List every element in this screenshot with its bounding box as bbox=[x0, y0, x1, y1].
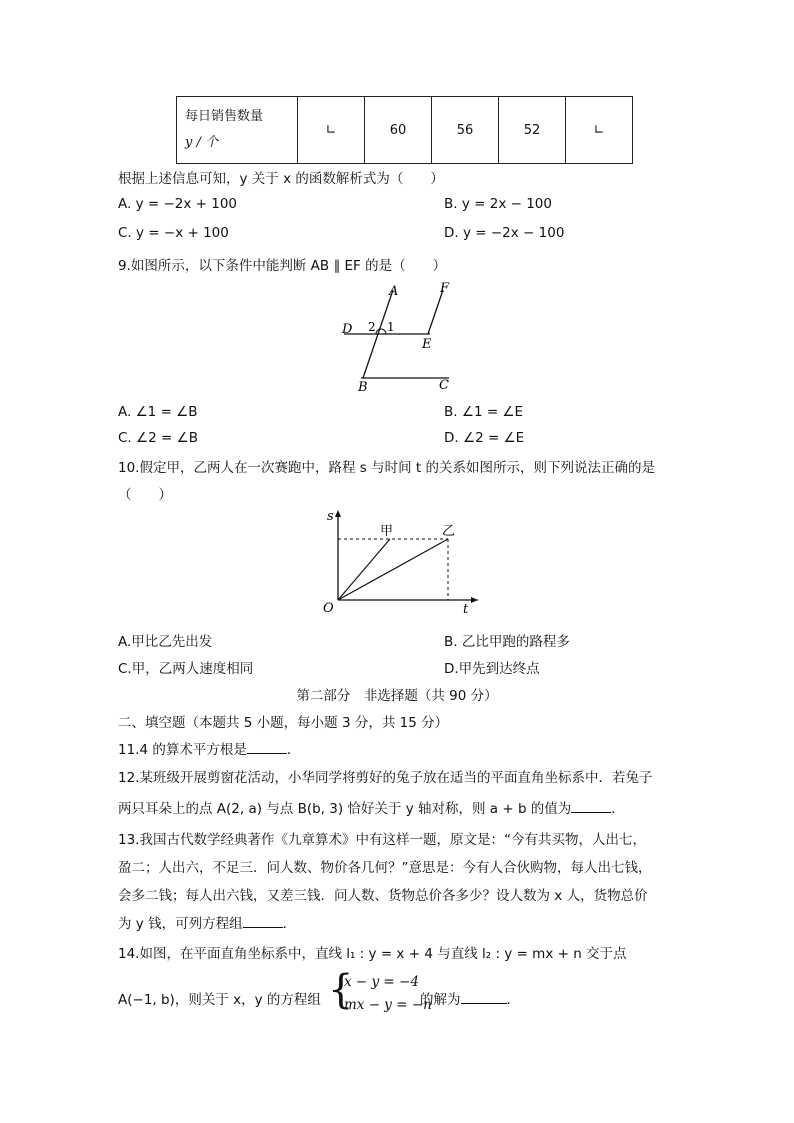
q13-line3: 会多二钱；每人出六钱，又差三钱．问人数、货物总价各多少？设人数为 x 人，货物总价 bbox=[118, 888, 648, 904]
q14-eq1: x − y = −4 bbox=[344, 974, 419, 990]
q8-option-b: B. y = 2x − 100 bbox=[444, 196, 552, 212]
part2-title: 第二部分 非选择题（共 90 分） bbox=[296, 688, 498, 704]
q8-option-d: D. y = −2x − 100 bbox=[444, 225, 565, 241]
table-cell: 56 bbox=[432, 97, 499, 164]
q9-option-d: D. ∠2 = ∠E bbox=[444, 430, 525, 446]
q10-option-b: B. 乙比甲跑的路程多 bbox=[444, 634, 570, 650]
q13-line4: 为 y 钱，可列方程组 ． bbox=[118, 912, 296, 932]
q8-option-c: C. y = −x + 100 bbox=[118, 225, 229, 241]
q9-option-c: C. ∠2 = ∠B bbox=[118, 430, 198, 446]
q9-parallel-lines-figure bbox=[336, 278, 466, 398]
q12-line1: 12.某班级开展剪窗花活动，小华同学将剪好的兔子放在适当的平面直角坐标系中．若兔子 bbox=[118, 770, 653, 786]
q14-eq2: mx − y = −n bbox=[344, 997, 432, 1013]
label-f: F bbox=[440, 281, 450, 296]
q12-line2: 两只耳朵上的点 A(2, a) 与点 B(b, 3) 恰好关于 y 轴对称，则 a + b 的值为 ． bbox=[118, 797, 625, 817]
label-a: A bbox=[389, 284, 399, 299]
label-o: O bbox=[323, 601, 334, 616]
q14-line2-post-text: 的解为 bbox=[420, 992, 461, 1008]
table-cell: 52 bbox=[499, 97, 566, 164]
t-axis-arrow bbox=[471, 597, 478, 603]
table-cell: ∟ bbox=[566, 97, 633, 164]
q8-option-a: A. y = −2x + 100 bbox=[118, 196, 238, 212]
label-t: t bbox=[463, 602, 469, 617]
q8-stem: 根据上述信息可知，y 关于 x 的函数解析式为（ ） bbox=[118, 171, 444, 187]
s-axis-arrow bbox=[335, 510, 341, 517]
label-c: C bbox=[439, 378, 449, 393]
row-label-line2: y / 个 bbox=[185, 135, 218, 150]
q10-option-d: D.甲先到达终点 bbox=[444, 661, 540, 677]
q9-option-b: B. ∠1 = ∠E bbox=[444, 404, 524, 420]
answer-blank bbox=[461, 989, 507, 1004]
row-label-line1: 每日销售数量 bbox=[185, 109, 264, 124]
label-s: s bbox=[327, 509, 334, 524]
q14-line2-pre: A(−1, b)，则关于 x，y 的方程组 bbox=[118, 992, 321, 1008]
yi-line bbox=[338, 539, 448, 600]
q11-text: 11.4 的算术平方根是 bbox=[118, 742, 247, 758]
q10-option-c: C.甲，乙两人速度相同 bbox=[118, 661, 254, 677]
label-d: D bbox=[342, 322, 353, 337]
table-cell: ∟ bbox=[298, 97, 365, 164]
label-b: B bbox=[358, 380, 368, 395]
q14-line2-post: 的解为 ． bbox=[420, 988, 520, 1008]
q11: 11.4 的算术平方根是 ． bbox=[118, 738, 300, 758]
line-ef bbox=[428, 290, 443, 334]
angle-arc bbox=[376, 329, 386, 334]
sales-table bbox=[176, 96, 633, 164]
table-row bbox=[177, 97, 633, 164]
q14-line1: 14.如图，在平面直角坐标系中，直线 l₁ : y = x + 4 与直线 l₂ : y = mx + n 交于点 bbox=[118, 946, 627, 962]
jia-line bbox=[338, 539, 390, 600]
q10-option-a: A.甲比乙先出发 bbox=[118, 634, 213, 650]
answer-blank bbox=[571, 798, 611, 813]
answer-blank bbox=[247, 739, 287, 754]
q10-stem-line2: （ ） bbox=[118, 487, 172, 503]
q13-line4-text: 为 y 钱，可列方程组 bbox=[118, 916, 243, 932]
label-e: E bbox=[422, 337, 432, 352]
q12-line2-text: 两只耳朵上的点 A(2, a) 与点 B(b, 3) 恰好关于 y 轴对称，则 a + b 的值为 bbox=[118, 801, 572, 817]
q13-line1: 13.我国古代数学经典著作《九章算术》中有这样一题，原文是：“今有共买物，人出七， bbox=[118, 832, 646, 848]
q13-line2: 盈二；人出六，不足三．问人数、物价各几何？”意思是：今有人合伙购物，每人出七钱， bbox=[118, 860, 652, 876]
answer-blank bbox=[243, 913, 283, 928]
q10-distance-time-graph bbox=[318, 506, 482, 618]
label-jia: 甲 bbox=[380, 524, 394, 539]
q10-stem-line1: 10.假定甲，乙两人在一次赛跑中，路程 s 与时间 t 的关系如图所示，则下列说法正确的是 bbox=[118, 460, 655, 476]
label-yi: 乙 bbox=[442, 524, 456, 539]
q9-option-a: A. ∠1 = ∠B bbox=[118, 404, 198, 420]
table-cell: 60 bbox=[365, 97, 432, 164]
label-angle-1: 1 bbox=[387, 320, 395, 334]
label-angle-2: 2 bbox=[368, 320, 376, 334]
table-row-label bbox=[177, 97, 298, 164]
section-title: 二、填空题（本题共 5 小题，每小题 3 分，共 15 分） bbox=[118, 715, 449, 731]
q9-stem: 9.如图所示，以下条件中能判断 AB ∥ EF 的是（ ） bbox=[118, 258, 447, 274]
equation-brace: { bbox=[328, 967, 354, 1013]
